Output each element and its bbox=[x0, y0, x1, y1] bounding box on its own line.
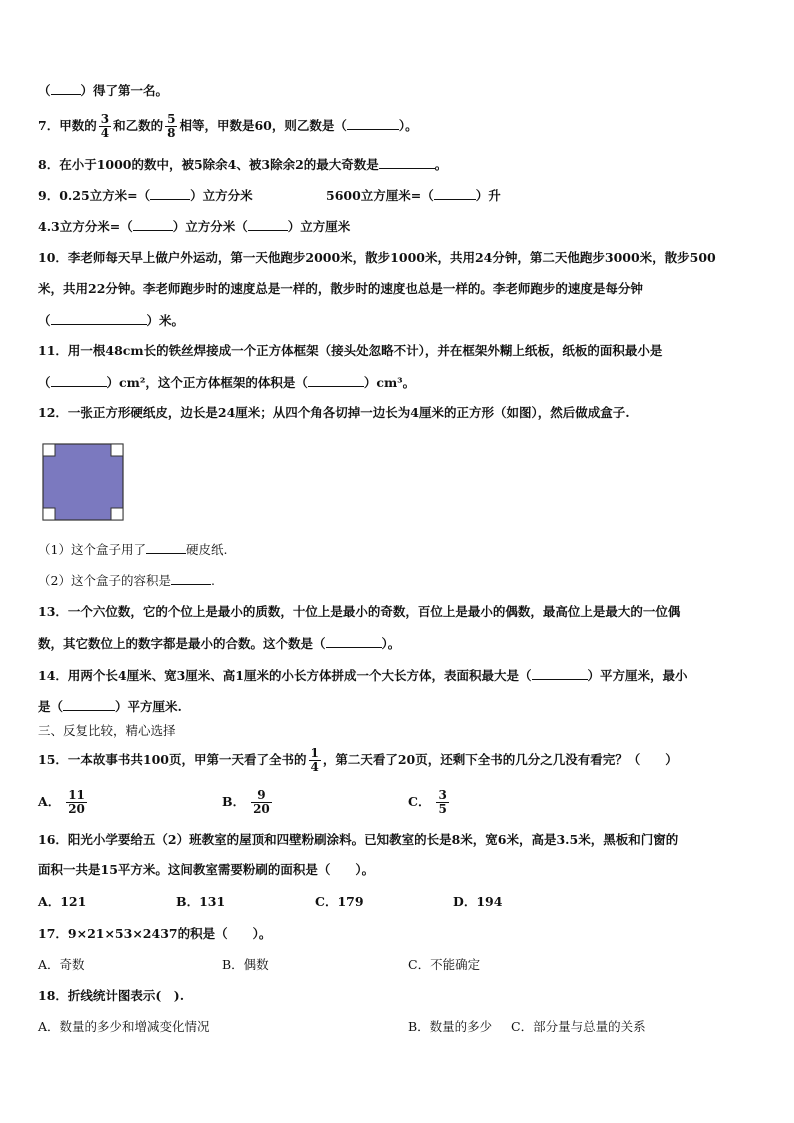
q15-suffix: ，第二天看了20页，还剩下全书的几分之几没有看完？（ ） bbox=[322, 752, 678, 767]
q15-fraction: $\frac{1}{4}$ bbox=[310, 746, 319, 774]
q16-line2: 面积一共是15平方米。这间教室需要粉刷的面积是（ ）。 bbox=[38, 862, 375, 877]
q14-blank-2[interactable] bbox=[63, 698, 115, 711]
q12-sub2-blank[interactable] bbox=[171, 572, 211, 585]
q11-open: （ bbox=[38, 375, 51, 390]
q12-sub1 bbox=[38, 541, 227, 558]
q9-c-blank-2[interactable] bbox=[248, 218, 288, 231]
q11-blank-1[interactable] bbox=[51, 374, 107, 387]
q9-line1 bbox=[38, 187, 253, 204]
q11-blank-2[interactable] bbox=[308, 374, 364, 387]
q14-line1 bbox=[38, 667, 688, 684]
q7-end: ）。 bbox=[398, 118, 418, 133]
q9-a: 9．0.25立方米=（ bbox=[38, 188, 151, 203]
q16-line1: 16．阳光小学要给五（2）班教室的屋顶和四壁粉刷涂料。已知教室的长是8米，宽6米，高是3.5米，黑板和门窗的 bbox=[38, 832, 679, 847]
q9-c-blank-1[interactable] bbox=[133, 218, 173, 231]
corner-cut-bottom-right bbox=[111, 508, 123, 520]
q16-option-a[interactable]: A．121 bbox=[38, 894, 87, 909]
q13-end: ）。 bbox=[381, 636, 401, 651]
q10-end: ）米。 bbox=[146, 313, 185, 328]
q14-end: ）平方厘米. bbox=[115, 699, 182, 714]
q8-text: 8．在小于1000的数中，被5除余4、被3除余2的最大奇数是 bbox=[38, 157, 379, 172]
q15-option-a[interactable]: A． $\frac{11}{20}$ bbox=[38, 788, 85, 816]
q9-b-blank[interactable] bbox=[434, 187, 476, 200]
q9-b bbox=[326, 187, 501, 204]
q15-option-c[interactable]: C． $\frac{3}{5}$ bbox=[408, 788, 447, 816]
q9-c-end: ）立方厘米 bbox=[287, 219, 351, 234]
q12-sub2-end: . bbox=[210, 573, 215, 588]
q17-text: 17．9×21×53×2437的积是（ ）。 bbox=[38, 926, 272, 941]
q9-line2 bbox=[38, 218, 350, 235]
q14-blank-1[interactable] bbox=[532, 667, 588, 680]
q18-option-c[interactable]: C．部分量与总量的关系 bbox=[511, 1019, 646, 1034]
q9-a-end: ）立方分米 bbox=[190, 188, 253, 203]
q12-line1: 12．一张正方形硬纸皮，边长是24厘米；从四个角各切掉一边长为4厘米的正方形（如图），然后做成盒子. bbox=[38, 405, 630, 420]
q6-tail bbox=[38, 82, 168, 99]
q12-sub1-text: （1）这个盒子用了 bbox=[38, 542, 146, 557]
q7-prefix: 7．甲数的 bbox=[38, 118, 97, 133]
q9-b-end: ）升 bbox=[475, 188, 501, 203]
q12-sub2 bbox=[38, 572, 215, 589]
q12-sub1-end: 硬皮纸. bbox=[185, 542, 228, 557]
q8 bbox=[38, 156, 447, 173]
q14-line1-text: 14．用两个长4厘米、宽3厘米、高1厘米的小长方体拼成一个大长方体，表面积最大是（ bbox=[38, 668, 532, 683]
q6-open: （ bbox=[38, 83, 51, 98]
q16-option-c[interactable]: C．179 bbox=[315, 894, 364, 909]
corner-cut-bottom-left bbox=[43, 508, 55, 520]
q14-mid: ）平方厘米，最小 bbox=[587, 668, 688, 683]
q7-fraction-1: $\frac{3}{4}$ bbox=[100, 112, 110, 140]
cut-corner-square-figure bbox=[41, 442, 125, 522]
corner-cut-top-left bbox=[43, 444, 55, 456]
q7-fraction-2: $\frac{5}{8}$ bbox=[167, 112, 176, 140]
q11-line2 bbox=[38, 374, 415, 391]
q10-line2: 米，共用22分钟。李老师跑步时的速度总是一样的，散步时的速度也总是一样的。李老师跑步的速度是每分钟 bbox=[38, 281, 643, 296]
q10-blank[interactable] bbox=[51, 312, 147, 325]
q17-option-a[interactable]: A．奇数 bbox=[38, 957, 85, 972]
q6-blank[interactable] bbox=[51, 82, 81, 95]
q12-sub1-blank[interactable] bbox=[146, 541, 186, 554]
q16-option-b[interactable]: B．131 bbox=[176, 894, 226, 909]
q7-suffix: 相等，甲数是60，则乙数是（ bbox=[179, 118, 347, 133]
corner-cut-top-right bbox=[111, 444, 123, 456]
q9-c-mid: ）立方分米（ bbox=[172, 219, 248, 234]
q7-blank[interactable] bbox=[347, 117, 399, 130]
q10-line3 bbox=[38, 312, 184, 329]
q8-end: 。 bbox=[434, 157, 448, 172]
q7-mid: 和乙数的 bbox=[113, 118, 164, 133]
q11-mid: ）cm²，这个正方体框架的体积是（ bbox=[106, 375, 308, 390]
q8-blank[interactable] bbox=[379, 156, 435, 169]
q13-line2 bbox=[38, 635, 400, 652]
q7 bbox=[38, 112, 418, 140]
q12-sub2-text: （2）这个盒子的容积是 bbox=[38, 573, 171, 588]
q14-line2-text: 是（ bbox=[38, 699, 64, 714]
q14-line2 bbox=[38, 698, 182, 715]
q13-line1: 13．一个六位数，它的个位上是最小的质数，十位上是最小的奇数，百位上是最小的偶数，最高位上是最大的一位偶 bbox=[38, 604, 681, 619]
q15-prefix: 15．一本故事书共100页，甲第一天看了全书的 bbox=[38, 752, 307, 767]
q16-option-d[interactable]: D．194 bbox=[453, 894, 503, 909]
q18-option-a[interactable]: A．数量的多少和增减变化情况 bbox=[38, 1019, 210, 1034]
q9-b-text: 5600立方厘米=（ bbox=[326, 188, 434, 203]
q13-line2-text: 数，其它数位上的数字都是最小的合数。这个数是（ bbox=[38, 636, 326, 651]
q17-option-c[interactable]: C．不能确定 bbox=[408, 957, 481, 972]
q13-blank[interactable] bbox=[326, 635, 382, 648]
q10-open: （ bbox=[38, 313, 51, 328]
q9-a-blank[interactable] bbox=[150, 187, 190, 200]
q15 bbox=[38, 746, 678, 774]
q17-option-b[interactable]: B．偶数 bbox=[222, 957, 269, 972]
q6-close: ）得了第一名。 bbox=[80, 83, 169, 98]
q15-option-b[interactable]: B． $\frac{9}{20}$ bbox=[222, 788, 270, 816]
section-3-heading: 三、反复比较，精心选择 bbox=[38, 723, 176, 738]
q9-c: 4.3立方分米=（ bbox=[38, 219, 133, 234]
q11-line1: 11．用一根48cm长的铁丝焊接成一个正方体框架（接头处忽略不计），并在框架外糊上纸板，纸板的面积最小是 bbox=[38, 343, 663, 358]
q18-option-b[interactable]: B．数量的多少 bbox=[408, 1019, 493, 1034]
q11-end: ）cm³。 bbox=[363, 375, 416, 390]
q18-text: 18．折线统计图表示( ). bbox=[38, 988, 185, 1003]
q10-line1: 10．李老师每天早上做户外运动，第一天他跑步2000米，散步1000米，共用24分钟，第二天他跑步3000米，散步500 bbox=[38, 250, 716, 265]
